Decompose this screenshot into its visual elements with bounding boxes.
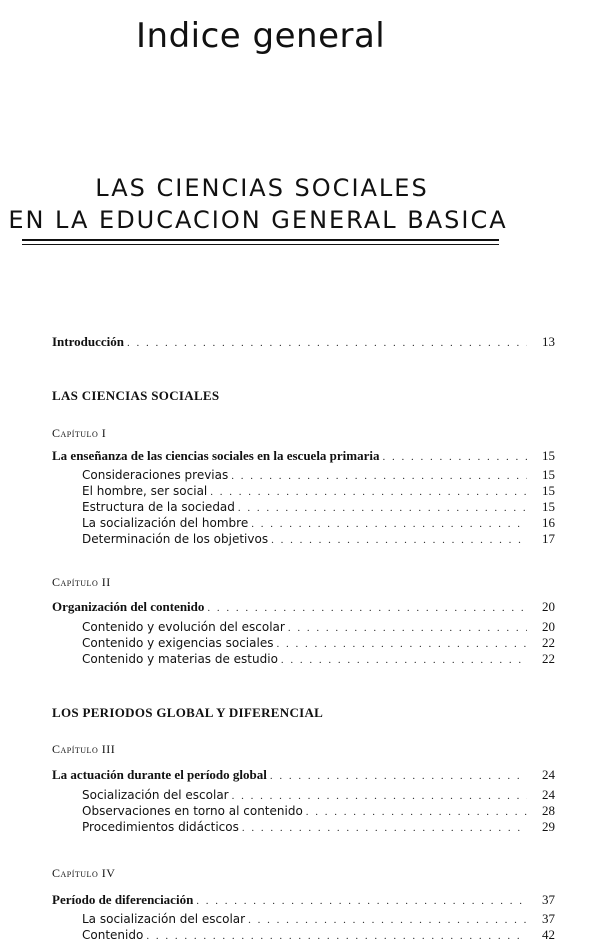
chapter-heading-1: Capítulo I [52,426,107,440]
dot-leader [207,600,527,616]
page-title: Indice general [136,16,386,56]
toc-entry-label: La enseñanza de las ciencias sociales en la escuela primaria [52,448,380,463]
toc-entry-page: 37 [542,911,555,926]
toc-entry[interactable] [52,467,555,483]
toc-entry-chapter1-main[interactable] [52,448,555,464]
dot-leader [271,532,527,548]
book-title-line-1: LAS CIENCIAS SOCIALES [95,174,429,202]
toc-entry[interactable] [52,619,555,635]
toc-entry-label: Procedimientos didácticos [82,820,239,834]
toc-entry-label: Socialización del escolar [82,788,229,802]
toc-entry-chapter4-main[interactable] [52,892,555,908]
toc-entry-label: Determinación de los objetivos [82,532,269,546]
dot-leader [127,335,527,351]
dot-leader [232,788,527,804]
section-heading-2: LOS PERIODOS GLOBAL Y DIFERENCIAL [52,705,324,720]
title-rule-thin [22,244,499,245]
toc-entry-page: 16 [542,515,555,530]
toc-entry-page: 15 [542,467,555,482]
toc-entry-page: 15 [542,448,555,463]
toc-entry-label: Contenido y exigencias sociales [82,636,274,650]
toc-entry-page: 15 [542,483,555,498]
toc-entry-introduccion[interactable] [52,334,555,350]
toc-entry[interactable] [52,515,555,531]
toc-entry-page: 17 [542,531,555,546]
toc-entry-label: Contenido [82,928,144,942]
toc-entry-label: Contenido y materias de estudio [82,652,278,666]
section-heading-1: LAS CIENCIAS SOCIALES [52,388,220,403]
chapter-heading-4: Capítulo IV [52,866,116,880]
toc-entry-page: 29 [542,819,555,834]
dot-leader [383,449,527,465]
toc-entry-page: 42 [542,927,555,942]
toc-entry-chapter3-main[interactable] [52,767,555,783]
dot-leader [276,636,527,652]
toc-entry-chapter2-main[interactable] [52,599,555,615]
toc-entry-page: 22 [542,635,555,650]
toc-entry-page: 28 [542,803,555,818]
toc-entry-label: La socialización del hombre [82,516,249,530]
toc-entry-label: Estructura de la sociedad [82,500,235,514]
toc-entry-page: 24 [542,787,555,802]
book-title-line-2: EN LA EDUCACION GENERAL BASICA [8,206,508,234]
toc-entry-page: 20 [542,619,555,634]
toc-entry-label: El hombre, ser social [82,484,208,498]
toc-entry-label: Observaciones en torno al contenido [82,804,303,818]
dot-leader [231,468,527,484]
toc-entry-label: Organización del contenido [52,599,205,614]
toc-entry-label: La socialización del escolar [82,912,246,926]
toc-entry-page: 24 [542,767,555,782]
chapter-heading-2: Capítulo II [52,575,111,589]
dot-leader [281,652,527,668]
title-rule-thick [22,239,499,241]
toc-entry-page: 22 [542,651,555,666]
dot-leader [270,768,527,784]
toc-entry-page: 15 [542,499,555,514]
dot-leader [306,804,527,820]
dot-leader [196,893,527,909]
toc-entry[interactable] [52,911,555,927]
toc-entry-page: 37 [542,892,555,907]
toc-entry[interactable] [52,635,555,651]
dot-leader [248,912,527,928]
toc-entry[interactable] [52,483,555,499]
dot-leader [251,516,527,532]
toc-entry[interactable] [52,803,555,819]
toc-entry-label: Contenido y evolución del escolar [82,620,285,634]
toc-entry[interactable] [52,819,555,835]
chapter-heading-3: Capítulo III [52,742,116,756]
toc-entry-label: Período de diferenciación [52,892,194,907]
toc-entry[interactable] [52,651,555,667]
dot-leader [288,620,527,636]
dot-leader [242,820,527,836]
dot-leader [238,500,527,516]
toc-entry-label: La actuación durante el período global [52,767,267,782]
dot-leader [210,484,527,500]
dot-leader [146,928,527,944]
toc-entry-label: Consideraciones previas [82,468,229,482]
toc-entry-page: 20 [542,599,555,614]
toc-entry[interactable] [52,531,555,547]
toc-entry[interactable] [52,499,555,515]
toc-entry[interactable] [52,927,555,943]
toc-entry-page: 13 [542,334,555,349]
toc-entry[interactable] [52,787,555,803]
toc-entry-label: Introducción [52,334,124,349]
